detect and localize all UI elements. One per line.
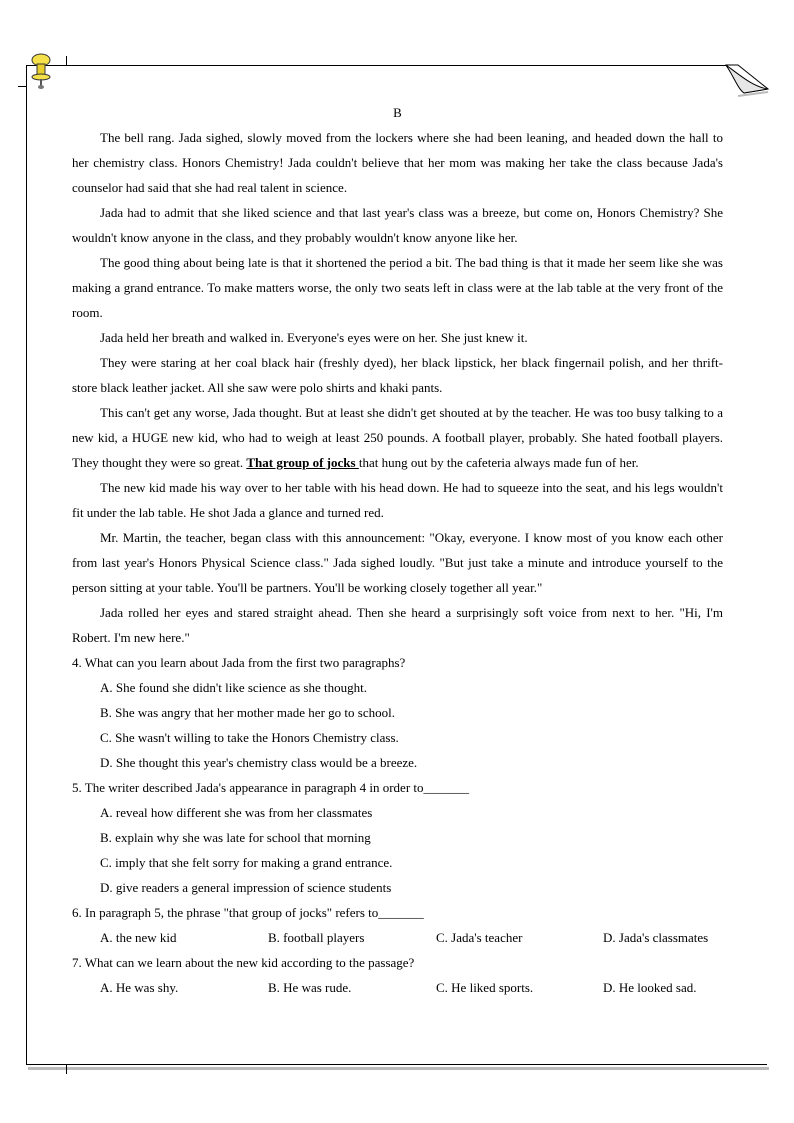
- question-6-option-c: C. Jada's teacher: [436, 930, 523, 945]
- passage-paragraph: The bell rang. Jada sighed, slowly moved from the lockers where she had been leaning, and headed down the hall to her chemistry class. Honors Chemistry! Jada couldn't believe that her mom was making her take the class because Jada's counselor had said that she had real talent in science.: [72, 130, 723, 195]
- frame-left-border: [26, 65, 27, 1065]
- frame-bottom-border: [26, 1064, 767, 1065]
- question-6-option-d: D. Jada's classmates: [603, 930, 709, 945]
- passage-text: that hung out by the cafeteria always made fun of her.: [358, 455, 639, 470]
- passage-text: This can't get any worse, Jada thought. But at least she didn't get shouted at by the teacher. He was too busy talking to a new kid, a HUGE new kid, who had to weigh at least 250 pounds. A football player, probably. She hated football players. They thought they were so great.: [72, 405, 723, 470]
- corner-tick-mark: [66, 56, 67, 65]
- question-7-options: [72, 975, 723, 1000]
- question-7-option-b: B. He was rude.: [268, 980, 352, 995]
- section-label: B: [393, 105, 402, 120]
- passage-paragraph: The good thing about being late is that it shortened the period a bit. The bad thing is that it made her seem like she was making a grand entrance. To make matters worse, the only two seats left in class were at the lab table at the very front of the room.: [72, 255, 723, 320]
- passage-paragraph: Jada held her breath and walked in. Everyone's eyes were on her. She just knew it.: [100, 330, 528, 345]
- pushpin-icon: [28, 52, 54, 90]
- passage-content: [72, 100, 723, 1000]
- passage-paragraph: [72, 400, 723, 475]
- emphasized-phrase: That group of jocks: [246, 455, 359, 470]
- question-7-stem: 7. What can we learn about the new kid according to the passage?: [72, 955, 415, 970]
- question-5-option-b: B. explain why she was late for school that morning: [100, 830, 371, 845]
- frame-bottom-shadow: [28, 1067, 769, 1070]
- question-7-option-c: C. He liked sports.: [436, 980, 534, 995]
- passage-paragraph: Jada had to admit that she liked science and that last year's class was a breeze, but come on, Honors Chemistry? She wouldn't know anyone in the class, and they probably wouldn't know anyone like her.: [72, 205, 723, 245]
- question-5-stem: 5. The writer described Jada's appearance in paragraph 4 in order to_______: [72, 780, 470, 795]
- passage-paragraph: Jada rolled her eyes and stared straight ahead. Then she heard a surprisingly soft voice from next to her. "Hi, I'm Robert. I'm new here.": [72, 605, 723, 645]
- page-curl-icon: [724, 63, 770, 99]
- question-5-option-c: C. imply that she felt sorry for making a grand entrance.: [100, 855, 393, 870]
- corner-tick-mark: [18, 86, 26, 87]
- question-5-option-d: D. give readers a general impression of science students: [100, 880, 392, 895]
- question-4-option-a: A. She found she didn't like science as she thought.: [100, 680, 367, 695]
- question-5-option-a: A. reveal how different she was from her classmates: [100, 805, 373, 820]
- question-6-stem: 6. In paragraph 5, the phrase "that group of jocks" refers to_______: [72, 905, 424, 920]
- passage-paragraph: The new kid made his way over to her table with his head down. He had to squeeze into the seat, and his legs wouldn't fit under the lab table. He shot Jada a glance and turned red.: [72, 480, 723, 520]
- passage-paragraph: Mr. Martin, the teacher, began class with this announcement: "Okay, everyone. I know most of you know each other from last year's Honors Physical Science class." Jada sighed loudly. "But just take a minute and introduce yourself to the person sitting at your table. You'll be partners. You'll be working closely together all year.": [72, 530, 723, 595]
- corner-tick-mark: [66, 1064, 67, 1074]
- question-4-stem: 4. What can you learn about Jada from the first two paragraphs?: [72, 655, 406, 670]
- frame-top-border: [26, 65, 738, 66]
- question-6-option-a: A. the new kid: [100, 930, 177, 945]
- question-6-options: [72, 925, 723, 950]
- question-4-option-c: C. She wasn't willing to take the Honors Chemistry class.: [100, 730, 399, 745]
- question-4-option-b: B. She was angry that her mother made her go to school.: [100, 705, 395, 720]
- passage-paragraph: They were staring at her coal black hair (freshly dyed), her black lipstick, her black fingernail polish, and her thrift-store black leather jacket. All she saw were polo shirts and khaki pants.: [72, 355, 723, 395]
- question-7-option-a: A. He was shy.: [100, 980, 179, 995]
- question-4-option-d: D. She thought this year's chemistry class would be a breeze.: [100, 755, 418, 770]
- question-6-option-b: B. football players: [268, 930, 365, 945]
- question-7-option-d: D. He looked sad.: [603, 980, 697, 995]
